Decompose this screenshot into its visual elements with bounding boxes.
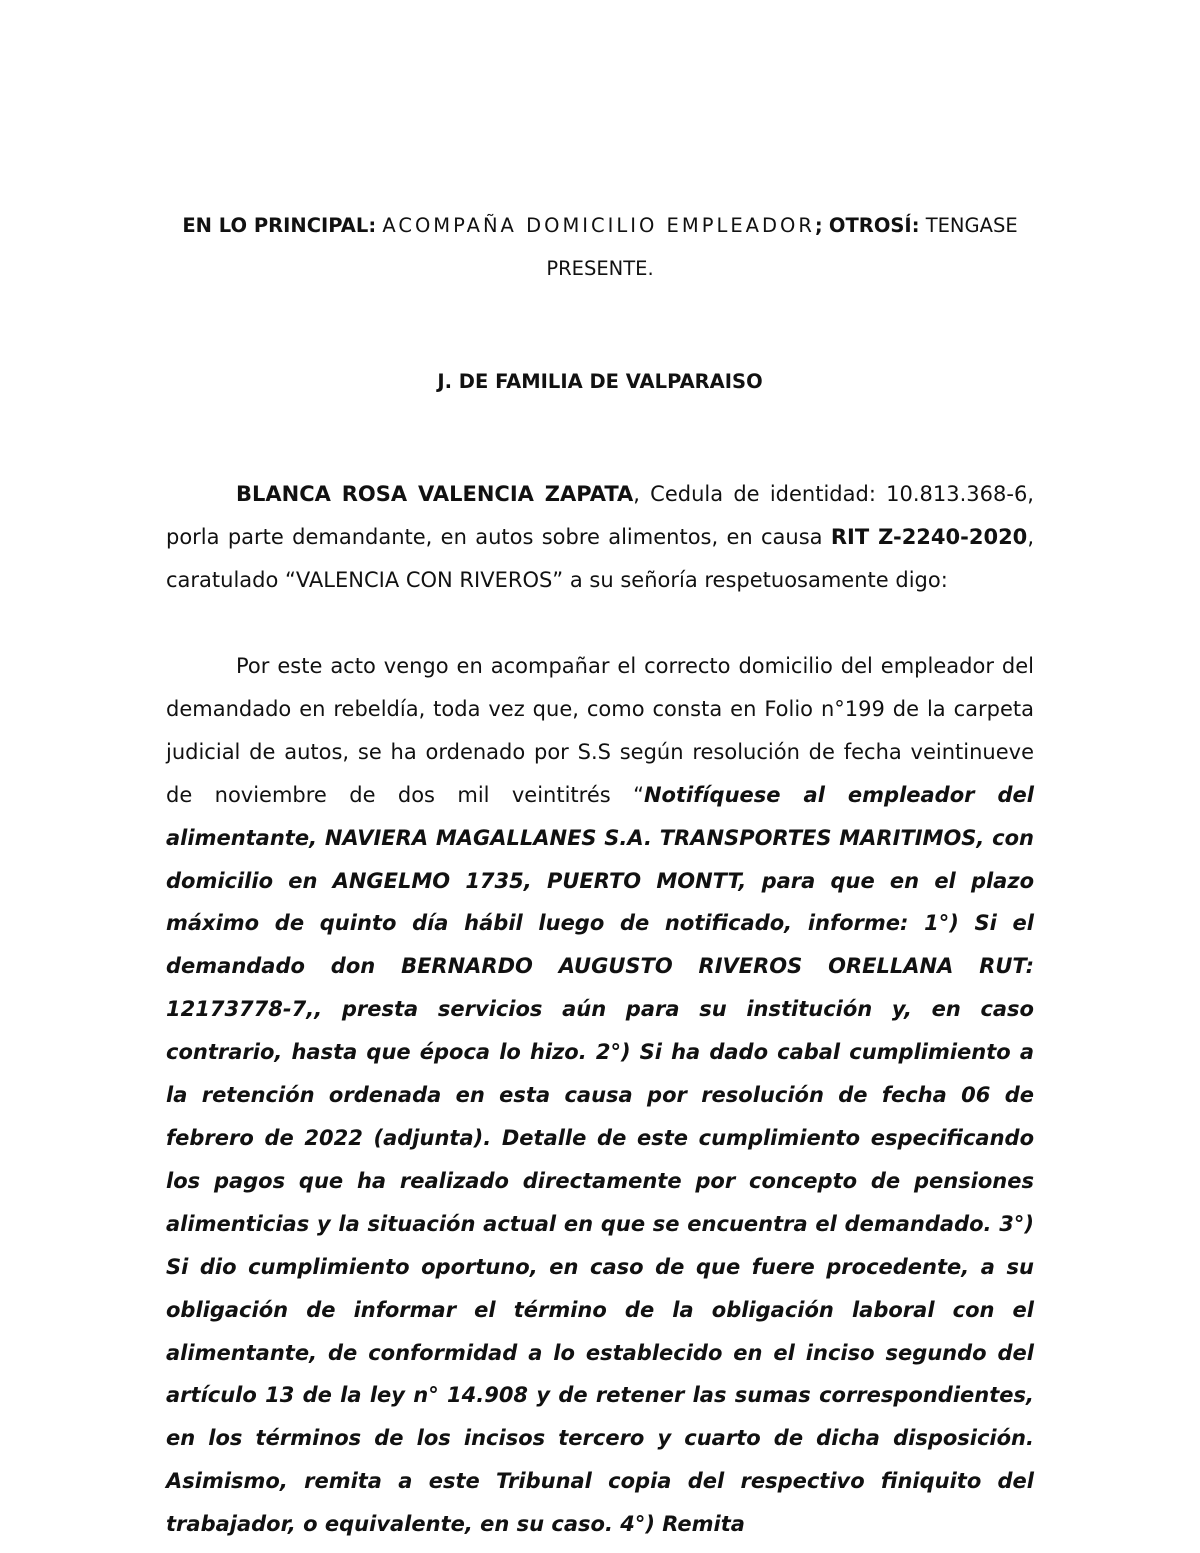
intro-text-a: , Cedula de identidad: 10.813.368-6, porla parte demandante, en autos sobre alimentos, en causa xyxy=(166,482,1034,549)
court-name: J. DE FAMILIA DE VALPARAISO xyxy=(437,370,763,393)
principal-label: EN LO PRINCIPAL: xyxy=(182,214,377,237)
quoted-resolution: Notifíquese al empleador del alimentante, NAVIERA MAGALLANES S.A. TRANSPORTES MARITIMOS, con domicilio en ANGELMO 1735, PUERTO MONTT, para que en el plazo máximo de quinto día hábil luego de notificado, informe: 1°) Si el demandado don BERNARDO AUGUSTO RIVEROS ORELLANA RUT: 12173778-7,, presta servicios aún para su institución y, en caso contrario, hasta que época lo hizo. 2°) Si ha dado cabal cumplimiento a la retención ordenada en esta causa por resolución de fecha 06 de febrero de 2022 (adjunta). Detalle de este cumplimiento especificando los pagos que ha realizado directamente por concepto de pensiones alimenticias y la situación actual en que se encuentra el demandado. 3°) Si dio cumplimiento oportuno, en caso de que fuere procedente, a su obligación de informar el término de la obligación laboral con el alimentante, de conformidad a lo establecido en el inciso segundo del artículo 13 de la ley n° 14.908 y de retener las sumas correspondientes, en los términos de los incisos tercero y cuarto de dicha disposición. Asimismo, remita a este Tribunal copia del respectivo finiquito del trabajador, o equivalente, en su caso. 4°) Remita xyxy=(166,782,1034,1537)
intro-text-b: , caratulado “VALENCIA CON RIVEROS” a su señoría respetuosamente digo: xyxy=(166,524,1034,592)
body-paragraph xyxy=(166,645,1034,1546)
otrosi-text: TENGASE PRESENTE. xyxy=(546,214,1018,280)
principal-text: ACOMPAÑA DOMICILIO EMPLEADOR xyxy=(382,214,815,237)
document-heading xyxy=(166,204,1034,290)
heading-separator: ; xyxy=(814,214,823,237)
otrosi-label: OTROSÍ: xyxy=(828,214,920,237)
plaintiff-name: BLANCA ROSA VALENCIA ZAPATA xyxy=(236,482,634,506)
case-rit: RIT Z-2240-2020 xyxy=(830,524,1028,549)
body-text: Por este acto vengo en acompañar el correcto domicilio del empleador del demandado en rebeldía, toda vez que, como consta en Folio n°199 de la carpeta judicial de autos, se ha ordenado por S.S según resolución de fecha veintinueve de noviembre de dos mil veintitrés “ xyxy=(166,654,1034,807)
intro-paragraph xyxy=(166,473,1034,602)
